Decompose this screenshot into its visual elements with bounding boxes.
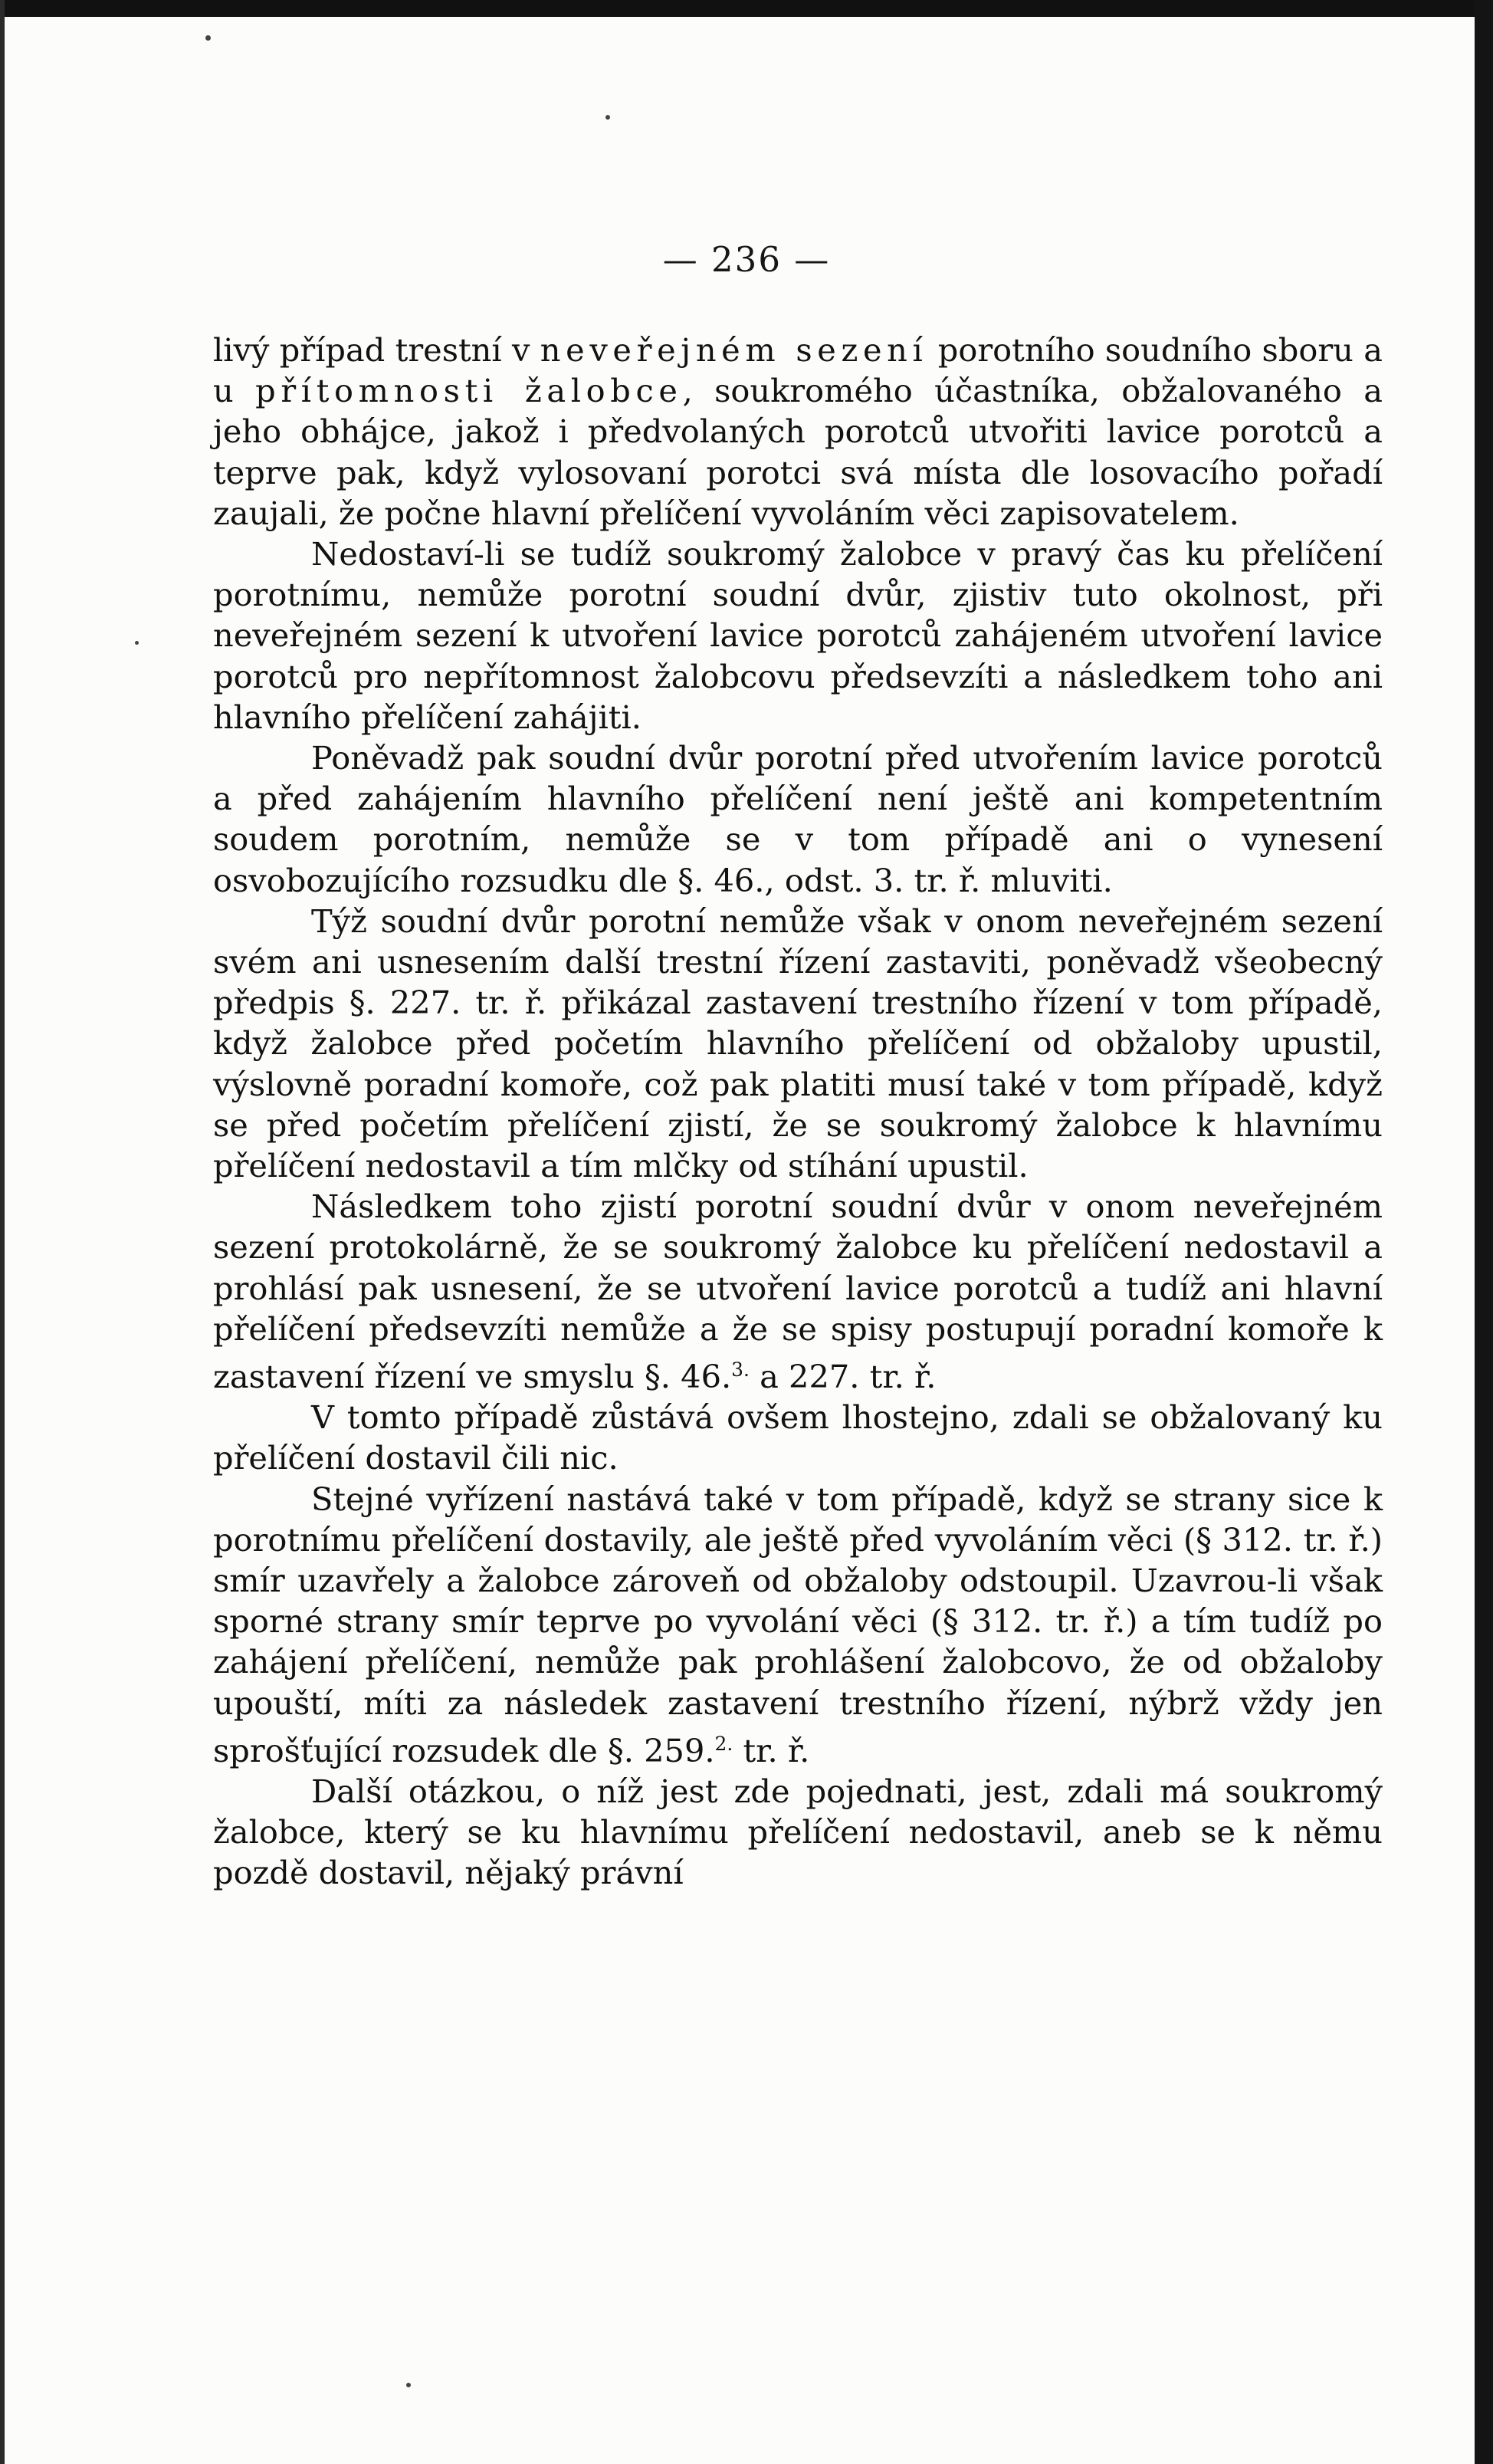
text-segment: Týž soudní dvůr porotní nemůže však v onom neveřejném sezení svém ani usnesením další trestní řízení zastaviti, poněvadž všeobecný předpis §. 227. tr. ř. přikázal zastavení trestního řízení v tom případě, když žalobce před početím hlavního přelíčení od obžaloby upustil, výslovně poradní komoře, což pak platiti musí také v tom případě, když se před početím přelíčení zjistí, že se soukromý žalobce k hlavnímu přelíčení nedostavil a tím mlčky od stíhání upustil. bbox=[213, 902, 1383, 1185]
text-segment: tr. ř. bbox=[733, 1731, 810, 1769]
superscript-reference: 3. bbox=[731, 1358, 750, 1381]
emphasized-text: přítomnosti žalobce bbox=[255, 372, 683, 410]
paragraph-1 bbox=[213, 330, 1383, 534]
scan-border-top bbox=[0, 0, 1493, 17]
scan-border-right bbox=[1475, 0, 1493, 2464]
paragraph-5 bbox=[213, 1186, 1383, 1397]
text-segment: Následkem toho zjistí porotní soudní dvůr v onom neveřejném sezení protokolárně, že se soukromý žalobce ku přelíčení nedostavil a prohlásí pak usnesení, že se utvoření lavice porotců a tudíž ani hlavní přelíčení předsevzíti nemůže a že se spisy postupují poradní komoře k zastavení řízení ve smyslu §. 46. bbox=[213, 1188, 1383, 1395]
text-segment: Nedostaví-li se tudíž soukromý žalobce v pravý čas ku přelíčení porotnímu, nemůže porotní soudní dvůr, zjistiv tuto okolnost, při neveřejném sezení k utvoření lavice porotců zahájeném utvoření lavice porotců pro nepřítomnost žalobcovu předsevzíti a následkem toho ani hlavního přelíčení zahájiti. bbox=[213, 535, 1383, 736]
text-segment: porotního soudního sboru a u bbox=[213, 331, 1383, 410]
page-number: — 236 — bbox=[662, 239, 831, 280]
text-segment: Poněvadž pak soudní dvůr porotní před utvořením lavice porotců a před zahájením hlavního přelíčení není ještě ani kompetentním soudem porotním, nemůže se v tom případě ani o vynesení osvobozujícího rozsudku dle §. 46., odst. 3. tr. ř. mluviti. bbox=[213, 739, 1383, 899]
superscript-reference: 2. bbox=[714, 1732, 733, 1755]
scan-border-left bbox=[0, 0, 5, 2464]
emphasized-text: neveřejném sezení bbox=[540, 331, 928, 369]
text-segment: Stejné vyřízení nastává také v tom případě, když se strany sice k porotnímu přelíčení dostavily, ale ještě před vyvoláním věci (§ 312. tr. ř.) smír uzavřely a žalobce zároveň od obžaloby odstoupil. Uzavrou-li však sporné strany smír teprve po vyvolání věci (§ 312. tr. ř.) a tím tudíž po zahájení přelíčení, nemůže pak prohlášení žalobcovo, že od obžaloby upouští, míti za následek zastavení trestního řízení, nýbrž vždy jen sprošťující rozsudek dle §. 259. bbox=[213, 1480, 1383, 1769]
paragraph-7 bbox=[213, 1479, 1383, 1771]
paragraph-8 bbox=[213, 1771, 1383, 1894]
text-segment: a 227. tr. ř. bbox=[749, 1357, 937, 1395]
paragraph-3 bbox=[213, 738, 1383, 901]
text-segment: V tomto případě zůstává ovšem lhostejno, zdali se obžalovaný ku přelíčení dostavil čili nic. bbox=[213, 1398, 1383, 1477]
print-speck bbox=[605, 115, 610, 120]
text-segment: Další otázkou, o níž jest zde pojednati, jest, zdali má soukromý žalobce, který se ku hlavnímu přelíčení nedostavil, aneb se k němu pozdě dostavil, nějaký právní bbox=[213, 1772, 1383, 1892]
body-text bbox=[213, 330, 1383, 1893]
text-segment: livý případ trestní v bbox=[213, 331, 540, 369]
paragraph-6 bbox=[213, 1397, 1383, 1478]
print-speck bbox=[406, 2383, 411, 2387]
print-speck bbox=[205, 35, 211, 41]
paragraph-4 bbox=[213, 901, 1383, 1186]
print-speck bbox=[135, 641, 139, 645]
text-segment: , soukromého účastníka, obžalovaného a jeho obhájce, jakož i předvolaných porotců utvořiti lavice porotců a teprve pak, když vylosovaní porotci svá místa dle losovacího pořadí zaujali, že počne hlavní přelíčení vyvoláním věci zapisovatelem. bbox=[213, 372, 1383, 532]
paragraph-2 bbox=[213, 534, 1383, 738]
